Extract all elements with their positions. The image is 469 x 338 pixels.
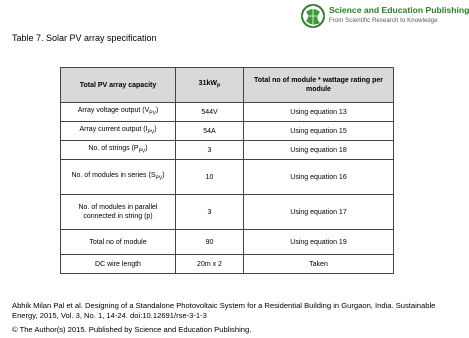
publisher-name: Science and Education Publishing (329, 5, 469, 15)
header-formula: Total no of module * wattage rating per module (244, 68, 394, 103)
table-row (61, 160, 394, 195)
table-row (61, 195, 394, 230)
copyright-text: © The Author(s) 2015. Published by Science and Education Publishing. (12, 325, 252, 334)
publisher-tagline: From Scientific Research to Knowledge (329, 18, 438, 24)
row-label: No. of strings $(P_{PV})$ (61, 141, 176, 160)
citation-text: Abhik Milan Pal et al. Designing of a Standalone Photovoltaic System for a Residential Building in Gurgaon, India. Sustainable Energy, 2015, Vol. 3, No. 1, 14-24. doi:10.12691/rse-3-1-3 (12, 301, 436, 320)
table-row (61, 103, 394, 122)
header-capacity-value: $31kW_P$ (176, 68, 244, 103)
row-value: 20m x 2 (176, 255, 244, 274)
header-capacity: Total PV array capacity (61, 68, 176, 103)
row-label: Total no of module (61, 230, 176, 255)
row-note: Using equation 15 (244, 122, 394, 141)
table-row (61, 122, 394, 141)
row-note: Using equation 18 (244, 141, 394, 160)
row-note: Taken (244, 255, 394, 274)
row-label: No. of modules in parallel connected in string (p) (61, 195, 176, 230)
publisher-logo (300, 2, 469, 32)
row-note: Using equation 16 (244, 160, 394, 195)
row-note: Using equation 17 (244, 195, 394, 230)
row-value: 3 (176, 141, 244, 160)
row-note: Using equation 13 (244, 103, 394, 122)
table-row (61, 141, 394, 160)
table-row (61, 230, 394, 255)
row-label: No. of modules in series $(S_{PV})$ (61, 160, 176, 195)
row-label: Array current output $(I_{PV})$ (61, 122, 176, 141)
row-note: Using equation 19 (244, 230, 394, 255)
spec-table (60, 67, 394, 274)
table-header-row (61, 68, 394, 103)
row-value: 544V (176, 103, 244, 122)
row-value: 54A (176, 122, 244, 141)
row-label: DC wire length (61, 255, 176, 274)
publisher-globe-icon (300, 2, 326, 30)
row-label: Array voltage output $(V_{PV})$ (61, 103, 176, 122)
table-caption: Table 7. Solar PV array specification (12, 33, 157, 43)
row-value: 3 (176, 195, 244, 230)
row-value: 90 (176, 230, 244, 255)
table-row (61, 255, 394, 274)
row-value: 10 (176, 160, 244, 195)
